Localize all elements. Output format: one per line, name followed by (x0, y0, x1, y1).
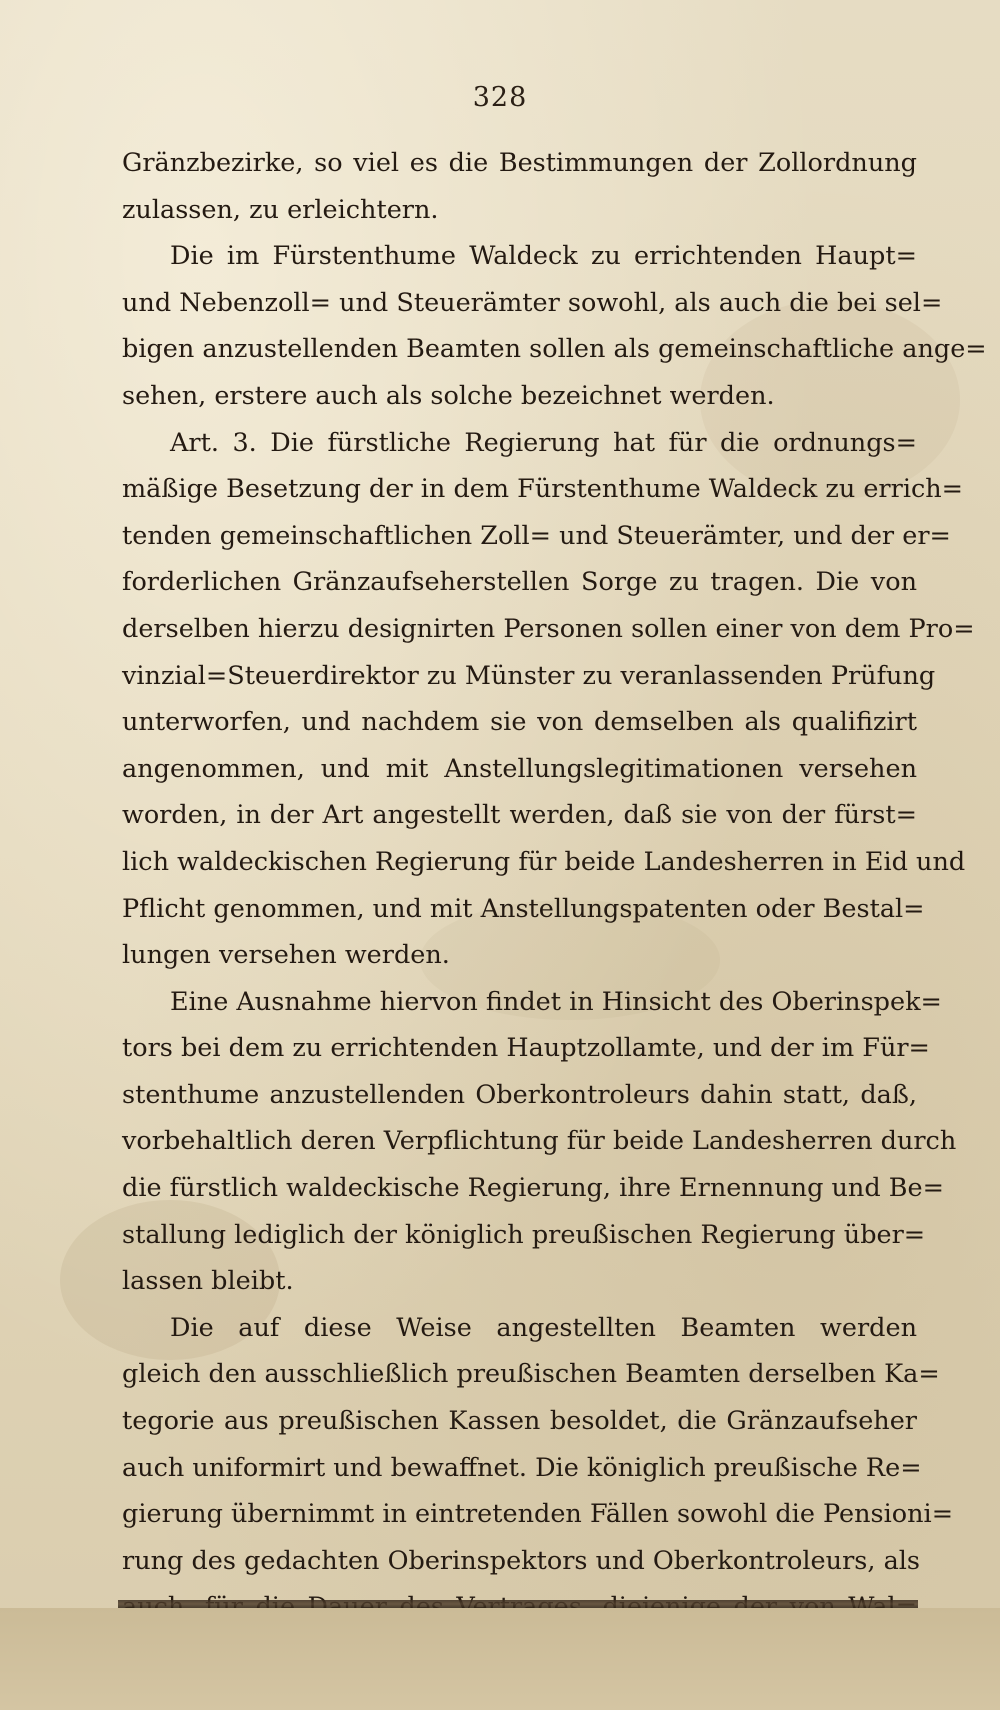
text-line: mäßige Besetzung der in dem Fürstenthume Waldeck zu errich= (122, 474, 964, 505)
text-line: Die im Fürstenthume Waldeck zu errichtenden Haupt= (170, 241, 917, 272)
page-number: 328 (472, 82, 528, 113)
text-line: Eine Ausnahme hiervon findet in Hinsicht des Oberinspek= (170, 986, 942, 1017)
text-line: auch uniformirt und bewaffnet. Die königlich preußische Re= (122, 1452, 922, 1483)
text-line: angenommen, und mit Anstellungslegitimationen versehen (122, 753, 917, 784)
text-line: Gränzbezirke, so viel es die Bestimmungen der Zollordnung (122, 148, 917, 178)
text-line: tenden gemeinschaftlichen Zoll= und Steuerämter, und der er= (122, 520, 951, 551)
text-line: rung des gedachten Oberinspektors und Oberkontroleurs, als (122, 1545, 921, 1576)
article-heading-line: Art. 3. Die fürstliche Regierung hat für die ordnungs= (170, 427, 917, 458)
body-text (122, 140, 987, 1710)
text-line: unterworfen, und nachdem sie von demselben als qualifizirt (122, 707, 917, 738)
bottom-rule (118, 1600, 918, 1608)
text-line: Die auf diese Weise angestellten Beamten werden (170, 1312, 917, 1343)
text-line: lich waldeckischen Regierung für beide Landesherren in Eid und (122, 846, 966, 877)
text-line: vorbehaltlich deren Verpflichtung für beide Landesherren durch (122, 1126, 957, 1157)
text-line: die fürstlich waldeckische Regierung, ihre Ernennung und Be= (122, 1173, 944, 1204)
text-line: bigen anzustellenden Beamten sollen als gemeinschaftliche ange= (122, 334, 987, 365)
text-line: lungen versehen werden. (122, 940, 450, 971)
text-line: sehen, erstere auch als solche bezeichnet werden. (122, 380, 775, 411)
text-line: vinzial=Steuerdirektor zu Münster zu veranlassenden Prüfung (122, 660, 936, 691)
text-line: tegorie aus preußischen Kassen besoldet, die Gränzaufseher (122, 1406, 917, 1437)
text-line: und Nebenzoll= und Steuerämter sowohl, als auch die bei sel= (122, 287, 943, 318)
text-line: gierung übernimmt in eintretenden Fällen sowohl die Pensioni= (122, 1499, 954, 1530)
text-line: gleich den ausschließlich preußischen Beamten derselben Ka= (122, 1359, 940, 1390)
text-line: zulassen, zu erleichtern. (122, 194, 439, 225)
text-line: lassen bleibt. (122, 1266, 294, 1297)
text-line: worden, in der Art angestellt werden, daß sie von der fürst= (122, 800, 917, 831)
text-line: forderlichen Gränzaufseherstellen Sorge zu tragen. Die von (122, 567, 917, 598)
text-line: stallung lediglich der königlich preußischen Regierung über= (122, 1219, 926, 1250)
page-bottom-edge (0, 1608, 1000, 1710)
text-line: Pflicht genommen, und mit Anstellungspatenten oder Bestal= (122, 893, 925, 924)
text-line: stenthume anzustellenden Oberkontroleurs dahin statt, daß, (122, 1079, 917, 1110)
text-line: derselben hierzu designirten Personen sollen einer von dem Pro= (122, 613, 975, 644)
text-line: tors bei dem zu errichtenden Hauptzollamte, und der im Für= (122, 1033, 930, 1064)
